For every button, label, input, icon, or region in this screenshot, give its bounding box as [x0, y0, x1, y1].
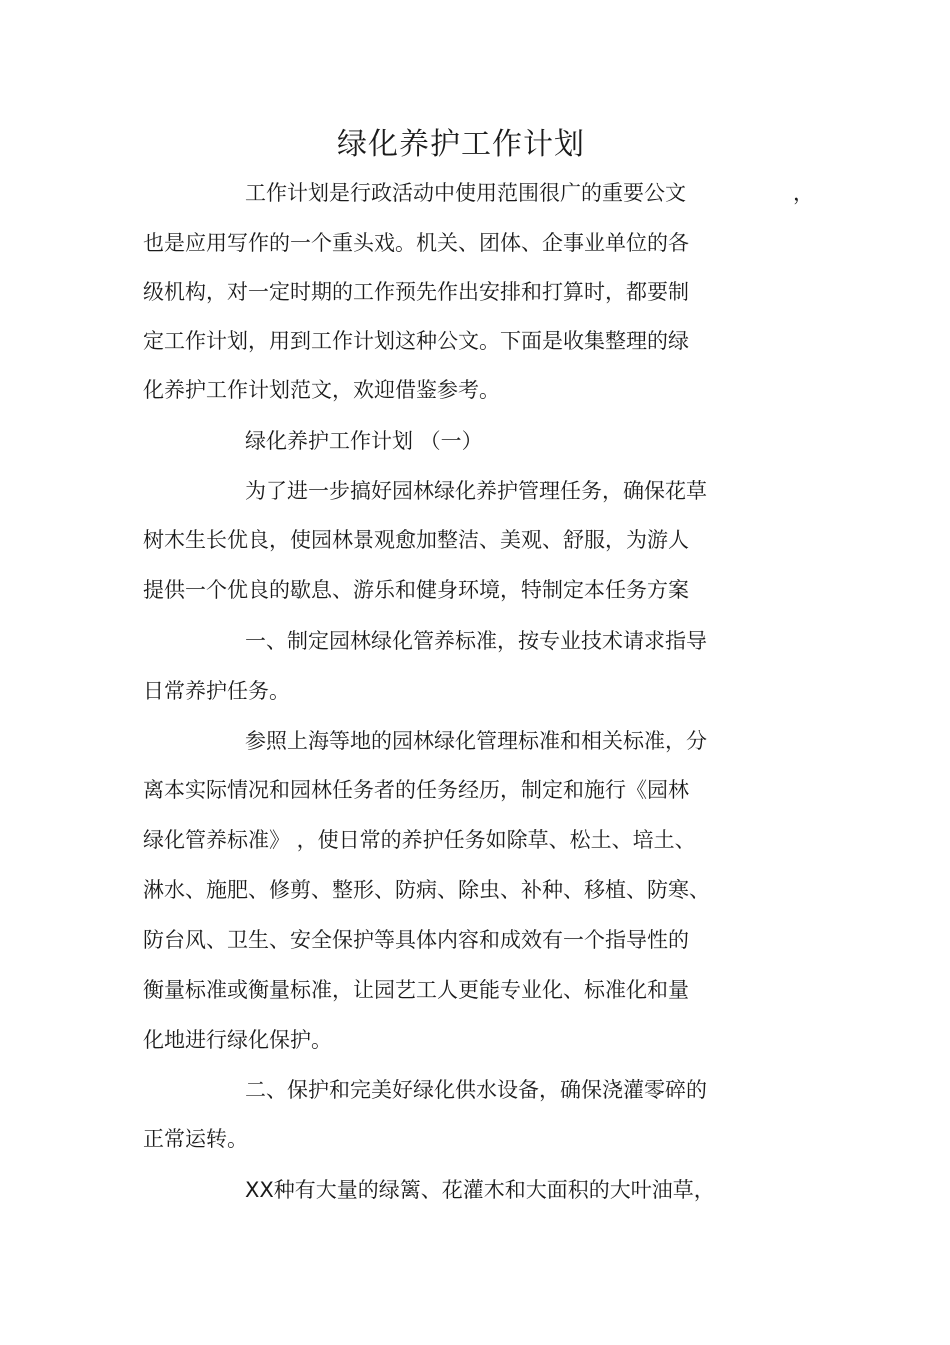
document-title: 绿化养护工作计划 [337, 127, 585, 162]
paragraph-line: 二、保护和完美好绿化供水设备，确保浇灌零碎的 [245, 1078, 707, 1102]
paragraph-line: 一、制定园林绿化管养标准，按专业技术请求指导 [245, 629, 707, 653]
section-heading: 绿化养护工作计划 （一） [245, 429, 483, 453]
paragraph-line: 绿化管养标准》 ，使日常的养护任务如除草、松土、培土、 [143, 828, 696, 852]
paragraph-line: 淋水、施肥、修剪、整形、防病、除虫、补种、移植、防寒、 [143, 878, 710, 902]
paragraph-line: 化地进行绿化保护。 [143, 1028, 332, 1052]
paragraph-line: 工作计划是行政活动中使用范围很广的重要公文 [245, 181, 686, 205]
paragraph-line: 化养护工作计划范文，欢迎借鉴参考。 [143, 378, 500, 402]
paragraph-line: 定工作计划，用到工作计划这种公文。下面是收集整理的绿 [143, 329, 689, 353]
paragraph-line: 衡量标准或衡量标准，让园艺工人更能专业化、标准化和量 [143, 978, 689, 1002]
paragraph-line: 日常养护任务。 [143, 679, 290, 703]
paragraph-line: 树木生长优良，使园林景观愈加整洁、美观、舒服，为游人 [143, 528, 689, 552]
paragraph-line: 离本实际情况和园林任务者的任务经历，制定和施行《园林 [143, 778, 689, 802]
paragraph-line: 正常运转。 [143, 1127, 248, 1151]
paragraph-line: 级机构，对一定时期的工作预先作出安排和打算时，都要制 [143, 280, 689, 304]
paragraph-line: 参照上海等地的园林绿化管理标准和相关标准，分 [245, 729, 707, 753]
paragraph-line: 防台风、卫生、安全保护等具体内容和成效有一个指导性的 [143, 928, 689, 952]
paragraph-line: 提供一个优良的歇息、游乐和健身环境，特制定本任务方案 [143, 578, 689, 602]
paragraph-line: 也是应用写作的一个重头戏。机关、团体、企事业单位的各 [143, 231, 689, 255]
intro-comma: ， [793, 181, 814, 205]
paragraph-line: 为了进一步搞好园林绿化养护管理任务，确保花草 [245, 479, 707, 503]
paragraph-line: XX种有大量的绿篱、花灌木和大面积的大叶油草， [245, 1178, 715, 1202]
